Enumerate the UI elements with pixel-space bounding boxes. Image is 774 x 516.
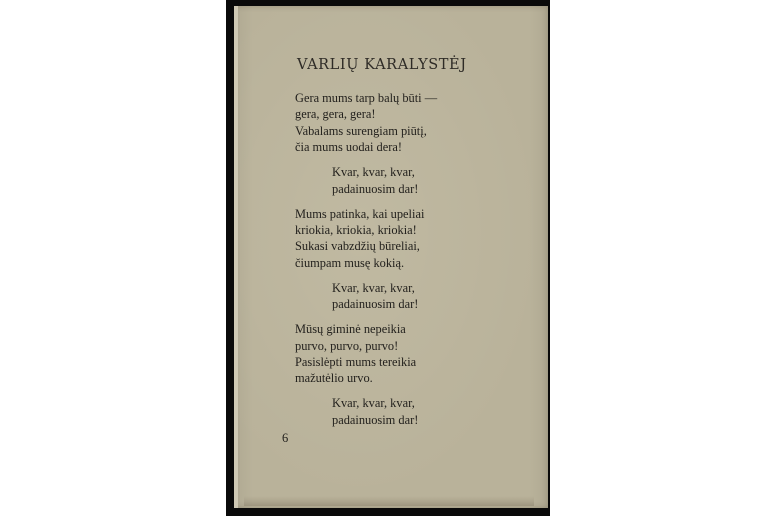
- verse-line: Mūsų giminė nepeikia: [295, 322, 406, 337]
- verse-line: mažutėlio urvo.: [295, 371, 373, 386]
- verse-line: kriokia, kriokia, kriokia!: [295, 223, 417, 238]
- poem-body: [295, 90, 437, 437]
- page-edge: [234, 6, 238, 508]
- verse-line: Mums patinka, kai upeliai: [295, 206, 425, 221]
- stanza: [295, 206, 437, 272]
- stanza: [295, 90, 437, 156]
- page-number: 6: [282, 431, 289, 445]
- stanza: [295, 321, 437, 387]
- verse-line: Pasislėpti mums tereikia: [295, 355, 417, 370]
- verse-line: čia mums uodai dera!: [295, 140, 403, 155]
- page-wear: [244, 496, 534, 506]
- verse-line: čiumpam musę kokią.: [295, 255, 405, 270]
- chorus-line: padainuosim dar!: [332, 181, 419, 196]
- poem-title: VARLIŲ KARALYSTĖJ: [297, 57, 467, 73]
- chorus-line: Kvar, kvar, kvar,: [332, 396, 415, 411]
- chorus: [332, 395, 437, 428]
- verse-line: gera, gera, gera!: [295, 107, 376, 122]
- verse-line: Vabalams surengiam piūtį,: [295, 123, 427, 138]
- chorus-line: Kvar, kvar, kvar,: [332, 165, 415, 180]
- chorus-line: padainuosim dar!: [332, 412, 419, 427]
- verse-line: purvo, purvo, purvo!: [295, 338, 399, 353]
- book-page: [234, 6, 548, 508]
- chorus-line: Kvar, kvar, kvar,: [332, 280, 415, 295]
- verse-line: Gera mums tarp balų būti —: [295, 91, 438, 105]
- verse-line: Sukasi vabzdžių būreliai,: [295, 239, 420, 254]
- chorus-line: padainuosim dar!: [332, 297, 419, 312]
- chorus: [332, 164, 437, 197]
- chorus: [332, 280, 437, 313]
